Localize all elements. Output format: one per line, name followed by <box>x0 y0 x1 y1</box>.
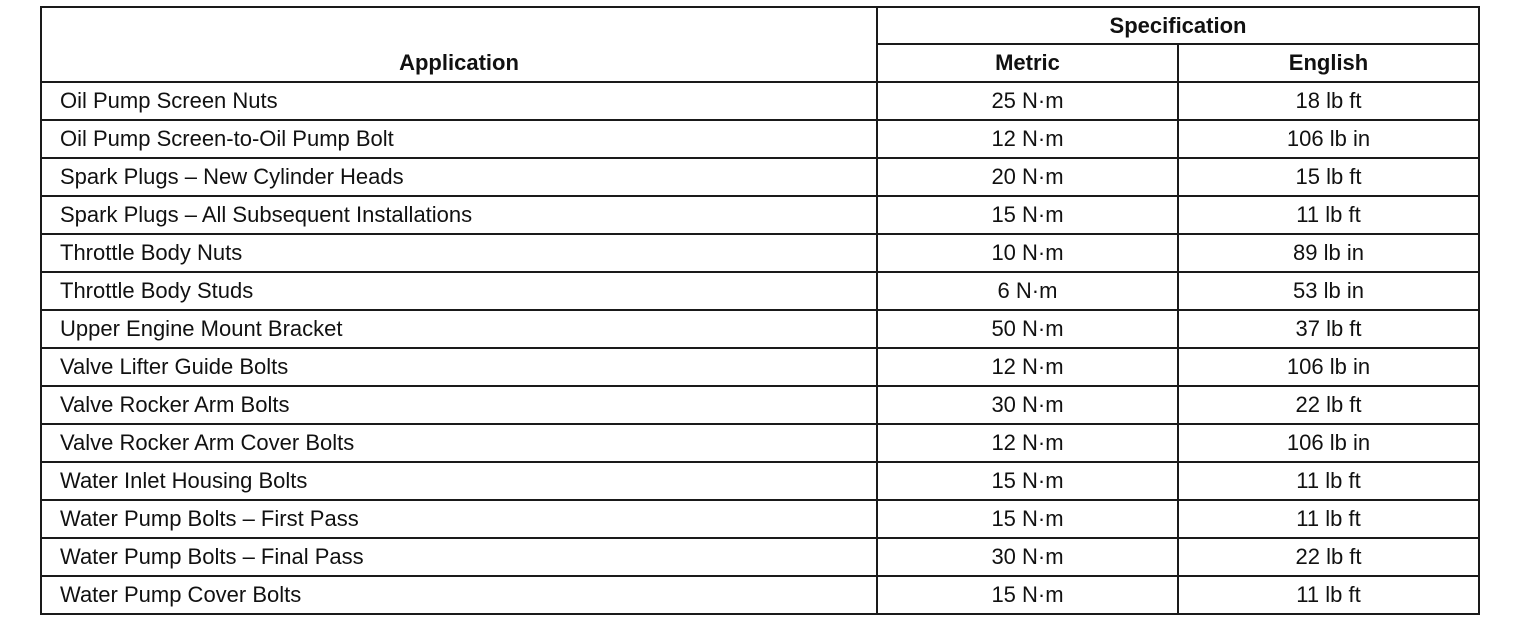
metric-value-cell: 20 N·m <box>877 158 1178 196</box>
metric-value-cell: 30 N·m <box>877 538 1178 576</box>
metric-column-header: Metric <box>877 44 1178 82</box>
application-cell: Valve Rocker Arm Bolts <box>41 386 877 424</box>
english-value-cell: 15 lb ft <box>1178 158 1479 196</box>
table-row <box>41 234 1479 272</box>
table-row <box>41 310 1479 348</box>
application-cell: Water Pump Cover Bolts <box>41 576 877 614</box>
application-cell: Throttle Body Nuts <box>41 234 877 272</box>
table-row <box>41 82 1479 120</box>
english-value-cell: 37 lb ft <box>1178 310 1479 348</box>
metric-value-cell: 50 N·m <box>877 310 1178 348</box>
table-row <box>41 386 1479 424</box>
application-cell: Oil Pump Screen Nuts <box>41 82 877 120</box>
metric-value-cell: 6 N·m <box>877 272 1178 310</box>
application-cell: Throttle Body Studs <box>41 272 877 310</box>
english-value-cell: 11 lb ft <box>1178 500 1479 538</box>
english-value-cell: 106 lb in <box>1178 120 1479 158</box>
table-row <box>41 538 1479 576</box>
table-row <box>41 272 1479 310</box>
table-body <box>41 82 1479 614</box>
table-row <box>41 462 1479 500</box>
english-value-cell: 18 lb ft <box>1178 82 1479 120</box>
application-cell: Water Pump Bolts – First Pass <box>41 500 877 538</box>
table-row <box>41 196 1479 234</box>
application-cell: Spark Plugs – New Cylinder Heads <box>41 158 877 196</box>
english-value-cell: 11 lb ft <box>1178 462 1479 500</box>
application-cell: Water Pump Bolts – Final Pass <box>41 538 877 576</box>
metric-value-cell: 15 N·m <box>877 576 1178 614</box>
application-cell: Oil Pump Screen-to-Oil Pump Bolt <box>41 120 877 158</box>
metric-value-cell: 15 N·m <box>877 500 1178 538</box>
table-row <box>41 576 1479 614</box>
english-value-cell: 11 lb ft <box>1178 576 1479 614</box>
specification-group-header: Specification <box>877 7 1479 44</box>
application-column-header: Application <box>41 7 877 82</box>
english-column-header: English <box>1178 44 1479 82</box>
english-value-cell: 22 lb ft <box>1178 538 1479 576</box>
english-value-cell: 106 lb in <box>1178 348 1479 386</box>
english-value-cell: 89 lb in <box>1178 234 1479 272</box>
metric-value-cell: 25 N·m <box>877 82 1178 120</box>
metric-value-cell: 10 N·m <box>877 234 1178 272</box>
header-row-top <box>41 7 1479 44</box>
table-row <box>41 424 1479 462</box>
english-value-cell: 22 lb ft <box>1178 386 1479 424</box>
metric-value-cell: 12 N·m <box>877 120 1178 158</box>
application-cell: Upper Engine Mount Bracket <box>41 310 877 348</box>
application-cell: Water Inlet Housing Bolts <box>41 462 877 500</box>
english-value-cell: 106 lb in <box>1178 424 1479 462</box>
metric-value-cell: 30 N·m <box>877 386 1178 424</box>
metric-value-cell: 12 N·m <box>877 424 1178 462</box>
metric-value-cell: 12 N·m <box>877 348 1178 386</box>
metric-value-cell: 15 N·m <box>877 196 1178 234</box>
table-row <box>41 120 1479 158</box>
english-value-cell: 11 lb ft <box>1178 196 1479 234</box>
table-row <box>41 500 1479 538</box>
application-cell: Spark Plugs – All Subsequent Installations <box>41 196 877 234</box>
english-value-cell: 53 lb in <box>1178 272 1479 310</box>
table-header <box>41 7 1479 82</box>
fastener-specification-table <box>40 6 1480 615</box>
table-row <box>41 348 1479 386</box>
metric-value-cell: 15 N·m <box>877 462 1178 500</box>
application-cell: Valve Rocker Arm Cover Bolts <box>41 424 877 462</box>
application-cell: Valve Lifter Guide Bolts <box>41 348 877 386</box>
table-row <box>41 158 1479 196</box>
